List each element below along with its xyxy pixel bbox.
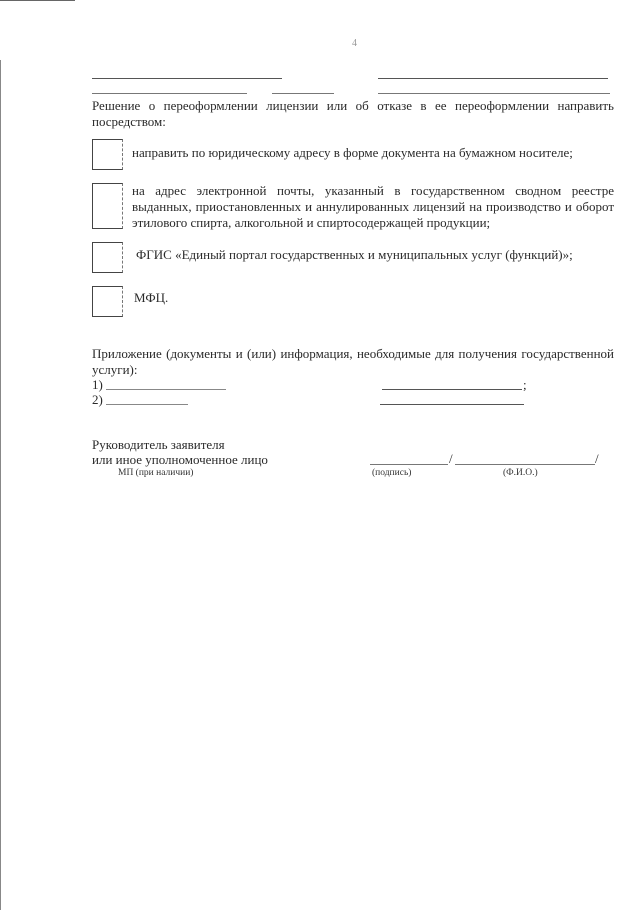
fio-line[interactable] bbox=[455, 464, 595, 465]
option-email-label: на адрес электронной почты, указанный в государственном сводном реестре выданных, приостановленных и аннулированных лицензий на производство и оборот этилового спирта, алкогольной и спиртосодержащей продукции; bbox=[132, 183, 614, 230]
decision-heading: Решение о переоформлении лицензии или об отказе в ее переоформлении направить посредством: bbox=[92, 98, 614, 129]
attachment-1-end: ; bbox=[523, 377, 527, 392]
attachment-1-number: 1) bbox=[92, 377, 103, 392]
signature-caption: (подпись) bbox=[372, 468, 412, 478]
blank-line-top-left bbox=[92, 78, 282, 79]
checkbox-postal[interactable] bbox=[92, 139, 123, 170]
option-postal-label: направить по юридическому адресу в форме документа на бумажном носителе; bbox=[132, 145, 573, 160]
attachment-1-line-right[interactable] bbox=[382, 389, 522, 390]
option-mfc-label: МФЦ. bbox=[134, 290, 169, 305]
attachment-2-line-left[interactable] bbox=[106, 404, 188, 405]
scan-edge-top bbox=[0, 0, 75, 1]
attachment-2-number: 2) bbox=[92, 392, 103, 407]
page-number: 4 bbox=[352, 38, 357, 49]
fio-caption: (Ф.И.О.) bbox=[503, 468, 538, 478]
stamp-place-caption: МП (при наличии) bbox=[118, 468, 194, 478]
blank-line-second-1 bbox=[92, 93, 247, 94]
checkbox-mfc[interactable] bbox=[92, 286, 123, 317]
blank-line-second-2 bbox=[272, 93, 334, 94]
signer-title-line1: Руководитель заявителя bbox=[92, 437, 225, 452]
signature-line[interactable] bbox=[370, 464, 448, 465]
checkbox-gosuslugi[interactable] bbox=[92, 242, 123, 273]
scan-edge-left bbox=[0, 60, 1, 910]
option-gosuslugi-label: ФГИС «Единый портал государственных и муниципальных услуг (функций)»; bbox=[136, 247, 573, 262]
attachment-2-line-right[interactable] bbox=[380, 404, 524, 405]
attachment-1-line-left[interactable] bbox=[106, 389, 226, 390]
signer-title-line2: или иное уполномоченное лицо bbox=[92, 452, 268, 467]
signature-slash-2: / bbox=[595, 451, 599, 466]
checkbox-email[interactable] bbox=[92, 183, 123, 229]
blank-line-second-3 bbox=[378, 93, 610, 94]
signature-slash-1: / bbox=[449, 451, 453, 466]
attachments-heading: Приложение (документы и (или) информация, необходимые для получения государственной услуги): bbox=[92, 346, 614, 377]
blank-line-top-right bbox=[378, 78, 608, 79]
